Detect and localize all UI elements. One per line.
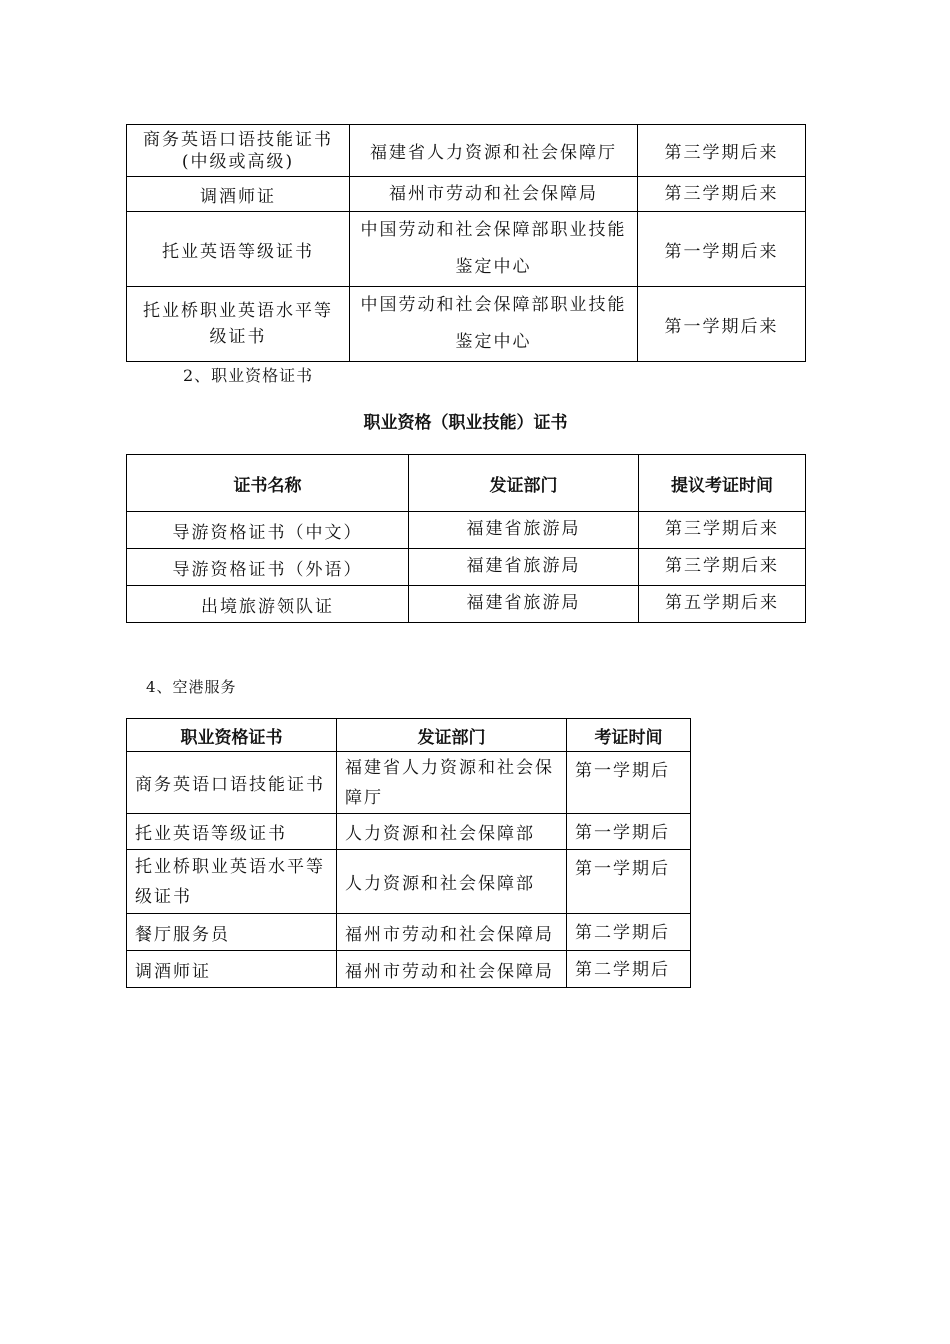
issuer-line: 鉴定中心 — [455, 332, 532, 352]
table-row — [127, 586, 806, 623]
issuer-cell — [350, 212, 638, 287]
table-row — [127, 951, 691, 988]
cert-name-cell — [127, 850, 337, 914]
issuer-cell: 福建省人力资源和社会保障厅 — [350, 125, 638, 177]
exam-time-cell: 第五学期后来 — [639, 586, 806, 623]
exam-time-cell: 第三学期后来 — [638, 125, 806, 177]
cert-name-cell — [127, 125, 350, 177]
table-row — [127, 177, 806, 212]
issuer-cell: 福建省旅游局 — [409, 512, 639, 549]
issuer-line: 障厅 — [345, 788, 383, 808]
exam-time-cell: 第一学期后 — [567, 850, 691, 914]
cert-name-cell: 调酒师证 — [127, 177, 350, 212]
table-row — [127, 512, 806, 549]
table-row — [127, 549, 806, 586]
cert-name-cell: 商务英语口语技能证书 — [127, 752, 337, 814]
exam-time-cell: 第一学期后来 — [638, 212, 806, 287]
issuer-line: 中国劳动和社会保障部职业技能 — [360, 295, 627, 315]
cert-name-line: 级证书 — [135, 886, 192, 907]
column-header: 证书名称 — [127, 455, 409, 512]
column-header: 发证部门 — [337, 719, 567, 752]
exam-time-cell: 第一学期后来 — [638, 287, 806, 362]
column-header: 考证时间 — [567, 719, 691, 752]
cert-name-line: 托业桥职业英语水平等 — [135, 856, 325, 877]
exam-time-cell: 第三学期后来 — [639, 549, 806, 586]
table-title: 职业资格（职业技能）证书 — [363, 413, 568, 433]
table-row — [127, 914, 691, 951]
issuer-cell: 人力资源和社会保障部 — [337, 814, 567, 850]
issuer-cell: 福州市劳动和社会保障局 — [350, 177, 638, 212]
column-header: 提议考证时间 — [639, 455, 806, 512]
issuer-cell: 福建省旅游局 — [409, 586, 639, 623]
section-heading: 4、空港服务 — [146, 678, 237, 696]
cert-name-cell — [127, 287, 350, 362]
exam-time-cell: 第一学期后 — [567, 814, 691, 850]
cert-name-line: (中级或高级) — [181, 151, 295, 172]
cert-name-cell: 调酒师证 — [127, 951, 337, 988]
airport-service-table — [126, 718, 691, 988]
cert-name-line: 托业桥职业英语水平等 — [143, 301, 333, 321]
exam-time-cell: 第一学期后 — [567, 752, 691, 814]
certificate-table-continued — [126, 124, 806, 362]
cert-name-cell: 出境旅游领队证 — [127, 586, 409, 623]
column-header: 职业资格证书 — [127, 719, 337, 752]
table-header-row — [127, 455, 806, 512]
cert-name-cell: 导游资格证书（外语） — [127, 549, 409, 586]
section-heading: 2、职业资格证书 — [183, 366, 314, 385]
issuer-cell — [350, 287, 638, 362]
cert-name-cell: 餐厅服务员 — [127, 914, 337, 951]
table-row — [127, 752, 691, 814]
issuer-cell: 福建省旅游局 — [409, 549, 639, 586]
exam-time-cell: 第二学期后 — [567, 914, 691, 951]
table-row — [127, 814, 691, 850]
issuer-line: 福建省人力资源和社会保 — [345, 758, 554, 778]
issuer-cell: 福州市劳动和社会保障局 — [337, 951, 567, 988]
exam-time-cell: 第三学期后来 — [639, 512, 806, 549]
table-row — [127, 125, 806, 177]
column-header: 发证部门 — [409, 455, 639, 512]
issuer-line: 鉴定中心 — [455, 257, 532, 277]
issuer-cell: 人力资源和社会保障部 — [337, 850, 567, 914]
exam-time-cell: 第二学期后 — [567, 951, 691, 988]
exam-time-cell: 第三学期后来 — [638, 177, 806, 212]
cert-name-cell: 导游资格证书（中文） — [127, 512, 409, 549]
issuer-cell — [337, 752, 567, 814]
issuer-cell: 福州市劳动和社会保障局 — [337, 914, 567, 951]
cert-name-line: 商务英语口语技能证书 — [143, 129, 333, 150]
table-header-row — [127, 719, 691, 752]
cert-name-cell: 托业英语等级证书 — [127, 212, 350, 287]
cert-name-cell: 托业英语等级证书 — [127, 814, 337, 850]
table-row — [127, 287, 806, 362]
table-row — [127, 212, 806, 287]
qualification-table — [126, 454, 806, 623]
table-row — [127, 850, 691, 914]
cert-name-line: 级证书 — [209, 327, 267, 347]
issuer-line: 中国劳动和社会保障部职业技能 — [360, 220, 627, 240]
